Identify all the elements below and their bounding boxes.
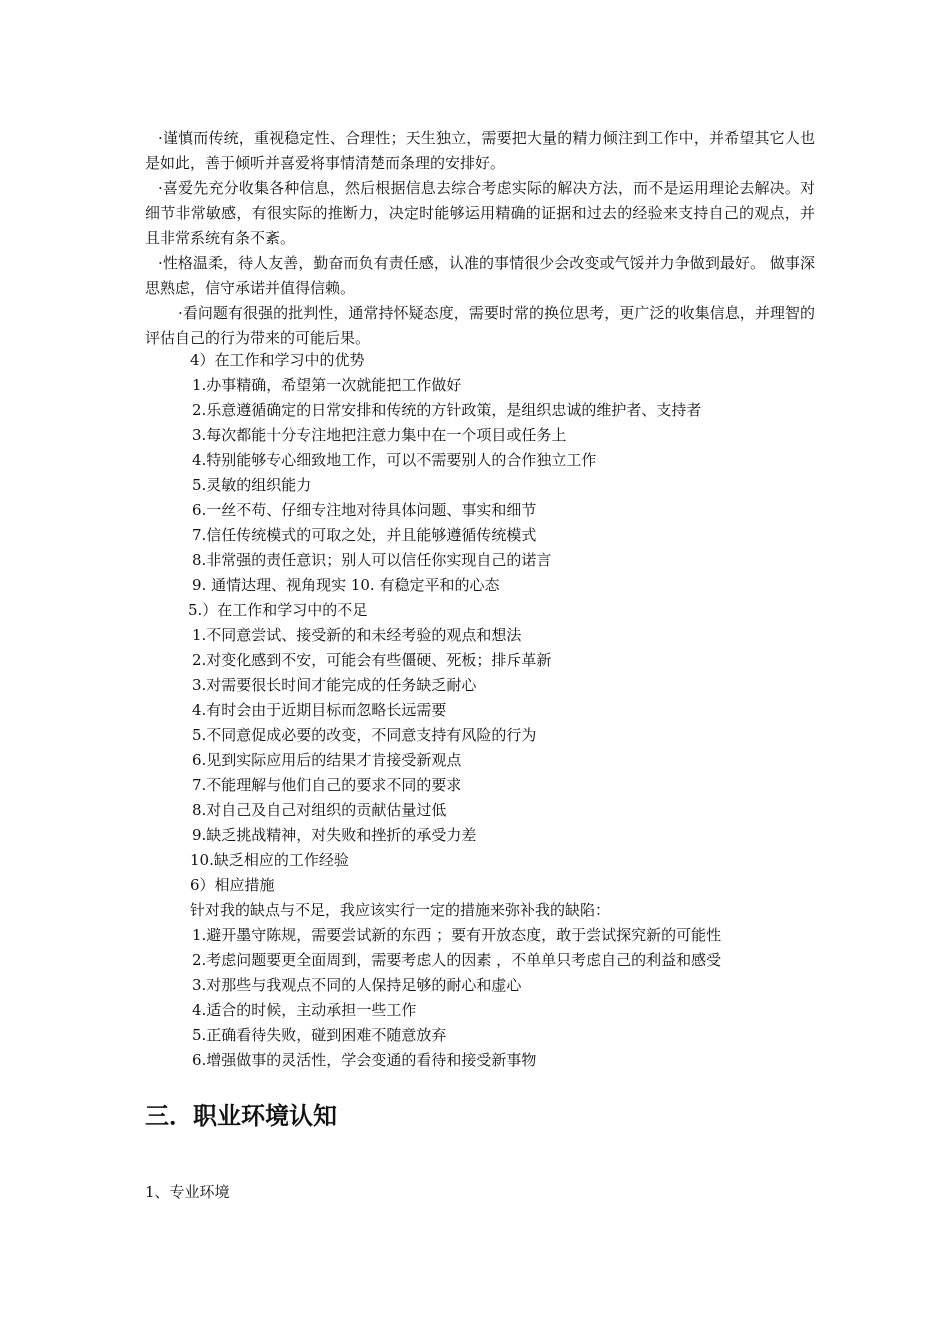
measure-item: 4.适合的时候，主动承担一些工作 (192, 1001, 417, 1019)
weakness-item: 2.对变化感到不安，可能会有些僵硬、死板；排斥革新 (192, 651, 552, 669)
strength-item: 3.每次都能十分专注地把注意力集中在一个项目或任务上 (192, 426, 567, 444)
measure-item: 5.正确看待失败，碰到困难不随意放弃 (192, 1026, 447, 1044)
strength-item: 7.信任传统模式的可取之处，并且能够遵循传统模式 (192, 526, 537, 544)
strength-item: 5.灵敏的组织能力 (192, 476, 312, 494)
trait-paragraph-4: ·看问题有很强的批判性，通常持怀疑态度，需要时常的换位思考，更广泛的收集信息，并理智的评估自己的行为带来的可能后果。 (145, 304, 815, 347)
trait-paragraph-2: ·喜爱先充分收集各种信息，然后根据信息去综合考虑实际的解决方法，而不是运用理论去解决。对细节非常敏感，有很实际的推断力，决定时能够运用精确的证据和过去的经验来支持自己的观点，并且非常系统有条不紊。 (145, 179, 815, 247)
measures-title: 6）相应措施 (190, 876, 275, 894)
measure-item: 6.增强做事的灵活性，学会变通的看待和接受新事物 (192, 1051, 537, 1069)
weakness-item: 3.对需要很长时间才能完成的任务缺乏耐心 (192, 676, 477, 694)
weakness-item: 6.见到实际应用后的结果才肯接受新观点 (192, 751, 462, 769)
weakness-item: 9.缺乏挑战精神，对失败和挫折的承受力差 (192, 826, 477, 844)
trait-paragraph-1: ·谨慎而传统，重视稳定性、合理性；天生独立，需要把大量的精力倾注到工作中，并希望其它人也是如此，善于倾听并喜爱将事情清楚而条理的安排好。 (145, 129, 815, 172)
section-subheading: 1、专业环境 (145, 1183, 230, 1201)
weakness-item: 10.缺乏相应的工作经验 (190, 851, 349, 869)
measure-item: 1.避开墨守陈规，需要尝试新的东西 ；要有开放态度，敢于尝试探究新的可能性 (192, 926, 722, 944)
measure-item: 2.考虑问题要更全面周到，需要考虑人的因素 ，不单单只考虑自己的利益和感受 (192, 951, 722, 969)
weaknesses-title: 5.）在工作和学习中的不足 (188, 601, 368, 619)
section-heading: 三．职业环境认知 (145, 1101, 337, 1130)
weakness-item: 4.有时会由于近期目标而忽略长远需要 (192, 701, 447, 719)
weakness-item: 7.不能理解与他们自己的要求不同的要求 (192, 776, 462, 794)
weakness-item: 1.不同意尝试、接受新的和未经考验的观点和想法 (192, 626, 522, 644)
strength-item: 9. 通情达理、视角现实 10. 有稳定平和的心态 (192, 576, 500, 594)
weakness-item: 8.对自己及自己对组织的贡献估量过低 (192, 801, 447, 819)
strength-item: 8.非常强的责任意识；别人可以信任你实现自己的诺言 (192, 551, 552, 569)
strengths-title: 4）在工作和学习中的优势 (190, 351, 365, 369)
trait-paragraph-3: ·性格温柔，待人友善，勤奋而负有责任感，认准的事情很少会改变或气馁并力争做到最好。 做事深思熟虑，信守承诺并值得信赖。 (145, 254, 815, 297)
strength-item: 1.办事精确，希望第一次就能把工作做好 (192, 376, 462, 394)
strength-item: 2.乐意遵循确定的日常安排和传统的方针政策，是组织忠诚的维护者、支持者 (192, 401, 702, 419)
measures-intro: 针对我的缺点与不足，我应该实行一定的措施来弥补我的缺陷： (190, 901, 611, 919)
weakness-item: 5.不同意促成必要的改变，不同意支持有风险的行为 (192, 726, 537, 744)
measure-item: 3.对那些与我观点不同的人保持足够的耐心和虚心 (192, 976, 522, 994)
strength-item: 4.特别能够专心细致地工作，可以不需要别人的合作独立工作 (192, 451, 597, 469)
strength-item: 6.一丝不苟、仔细专注地对待具体问题、事实和细节 (192, 501, 537, 519)
